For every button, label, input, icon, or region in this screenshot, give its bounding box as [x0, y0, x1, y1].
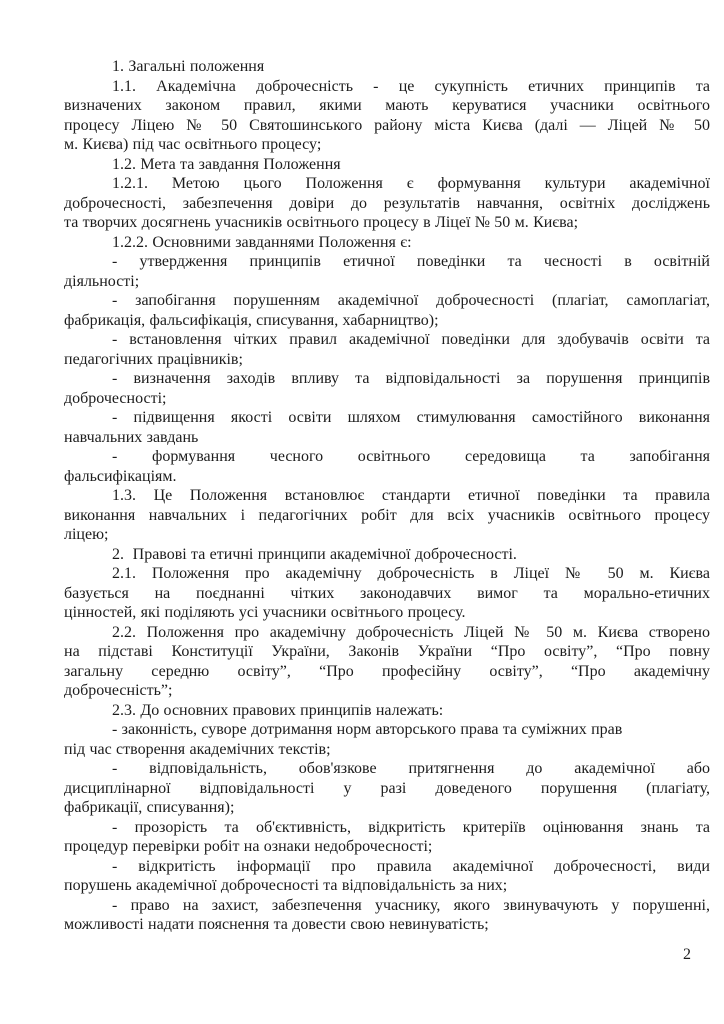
text-line: - право на захист, забезпечення учаснику, якого звинувачують у порушенні, [112, 896, 710, 914]
text-line: 1.2.1. Метою цього Положення є формування культури академічної [112, 175, 710, 192]
text-line: 1.2. Мета та завдання Положення [112, 155, 341, 173]
text-line: - підвищення якості освіти шляхом стимулювання самостійного виконання [112, 409, 710, 426]
text-line: ліцею; [64, 526, 109, 543]
text-line: та творчих досягнень учасників освітнього процесу в Ліцеї № 50 м. Києва; [64, 214, 579, 231]
page-number: 2 [683, 946, 691, 963]
text-line: процесу Ліцею № 50 Святошинського району міста Києва (далі — Ліцей № 50 [64, 116, 710, 134]
text-line: 2.2. Положення про академічну доброчесність Ліцей № 50 м. Києва створено [112, 623, 710, 641]
text-line: 1.1. Академічна доброчесність - це сукупність етичних принципів та [112, 77, 710, 95]
text-line: доброчесності; [64, 389, 167, 407]
text-line: педагогічних працівників; [64, 350, 243, 368]
text-line: 1.2.2. Основними завданнями Положення є: [112, 233, 412, 251]
text-line: діяльності; [64, 272, 140, 290]
text-line: цінностей, які поділяють усі учасники освітнього процесу. [64, 604, 466, 621]
text-line: доброчесності, забезпечення довіри до результатів навчання, освітніх досліджень [64, 194, 710, 212]
text-line: визначених законом правил, якими мають керуватися учасники освітнього [64, 97, 710, 114]
text-line: виконання навчальних і педагогічних робіт для всіх учасників освітнього процесу [64, 506, 710, 524]
text-line: - відкритість інформації про правила академічної доброчесності, види [112, 857, 710, 875]
text-line: доброчесність”; [64, 682, 173, 699]
text-line: - утвердження принципів етичної поведінки та чесності в освітній [112, 253, 710, 270]
text-line: на підставі Конституції України, Законів України “Про освіту”, “Про повну [64, 643, 710, 660]
text-line: 2. Правові та етичні принципи академічної доброчесності. [112, 545, 517, 563]
text-line: дисциплінарної відповідальності у разі доведеного порушення (плагіату, [64, 779, 710, 797]
text-line: м. Києва) під час освітнього процесу; [64, 136, 322, 153]
text-line: процедур перевірки робіт на ознаки недоброчесності; [64, 838, 433, 855]
text-line: загальну середню освіту”, “Про професійну освіту”, “Про академічну [64, 662, 710, 680]
text-line: - формування чесного освітнього середовища та запобігання [112, 448, 710, 465]
text-line: базується на поєднанні чітких законодавчих вимог та морально-етичних [64, 584, 710, 602]
text-line: - законність, суворе дотримання норм авторського права та суміжних прав [112, 721, 623, 738]
text-line: - запобігання порушенням академічної доброчесності (плагіат, самоплагіат, [112, 292, 710, 309]
document-body [64, 57, 710, 935]
text-line: можливості надати пояснення та довести свою невинуватість; [64, 916, 489, 933]
text-line: фальсифікаціям. [64, 467, 177, 485]
text-line: фабрикація, фальсифікація, списування, хабарництво); [64, 311, 439, 329]
text-line: - прозорість та об'єктивність, відкритість критеріїв оцінювання знань та [112, 818, 710, 836]
text-line: 2.3. До основних правових принципів належать: [112, 701, 444, 719]
text-line: фабрикації, списування); [64, 799, 235, 816]
text-line: 1. Загальні положення [112, 58, 265, 75]
text-line: 2.1. Положення про академічну доброчесність в Ліцеї № 50 м. Києва [112, 565, 710, 582]
text-line: - визначення заходів впливу та відповідальності за порушення принципів [112, 370, 710, 387]
text-line: під час створення академічних текстів; [64, 740, 331, 758]
text-line: 1.3. Це Положення встановлює стандарти етичної поведінки та правила [112, 487, 710, 504]
text-line: навчальних завдань [64, 428, 199, 446]
text-line: - відповідальність, обов'язкове притягнення до академічної або [112, 760, 710, 777]
text-line: порушень академічної доброчесності та відповідальність за них; [64, 877, 508, 894]
text-line: - встановлення чітких правил академічної поведінки для здобувачів освіти та [112, 331, 710, 348]
